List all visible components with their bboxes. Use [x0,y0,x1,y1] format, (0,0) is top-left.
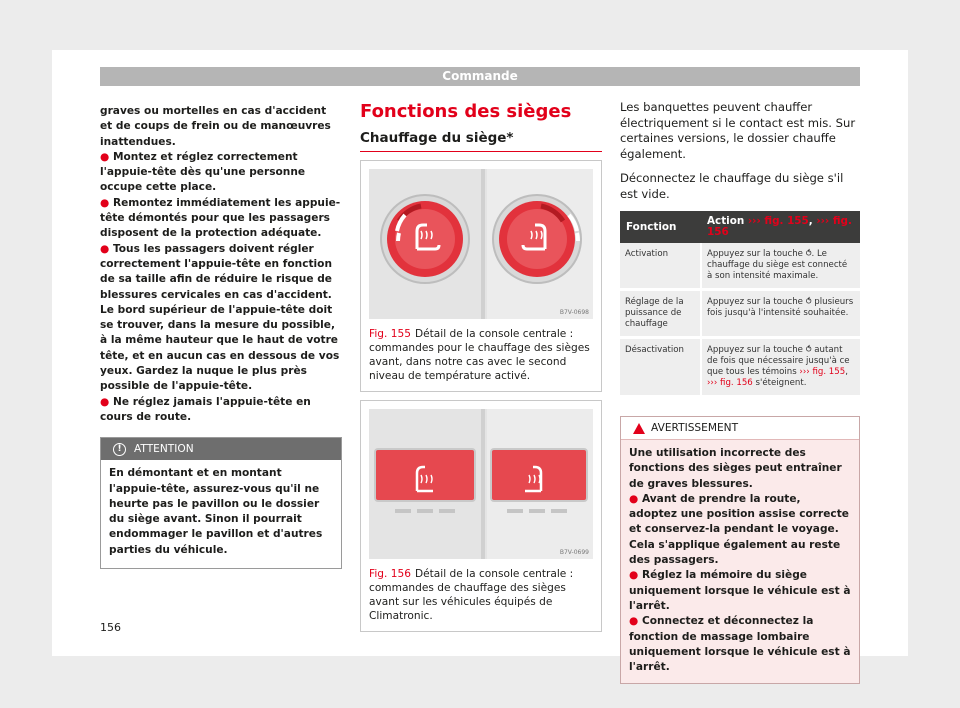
body-paragraph: Déconnectez le chauffage du siège s'il est vide. [620,171,844,201]
link-fig-155[interactable]: fig. 155 [760,215,809,227]
table-header-row [620,211,860,243]
page-number: 156 [100,621,121,634]
continuation-text: graves ou mortelles en cas d'accident et de coups de frein ou de manœuvres inattendues. [100,105,331,148]
link-fig-156[interactable]: fig. 156 [707,215,852,238]
section-title: Fonctions des sièges [360,101,572,122]
table-row [620,290,860,338]
bullet-icon: ● [629,492,639,505]
bullet-icon: ● [629,615,639,628]
attention-text: En démontant et en montant l'appuie-tête, assurez-vous qu'il ne heurte pas le pavillon ou le dossier du siège avant. Sinon il pourrait endommager le pavillon et d'autres parties du véhicule. [109,467,323,556]
left-column [100,104,342,569]
warning-header [621,417,859,440]
bullet-icon: ● [100,196,110,209]
attention-box [100,437,342,569]
cell-function: Désactivation [620,338,701,397]
list-item: ● Réglez la mémoire du siège uniquement lorsque le véhicule est à l'arrêt. [629,569,851,612]
figure-155-caption: Fig. 155 Détail de la console centrale : commandes pour le chauffage des sièges avant, dans notre cas avec le second niveau de température activé. [369,328,590,382]
table-row [620,243,860,290]
cell-action: Appuyez sur la touche ⥀ plusieurs fois jusqu'à l'intensité souhaitée. [701,290,860,338]
info-icon: ! [113,443,126,456]
warning-continuation [100,104,342,425]
cell-action: Appuyez sur la touche ⥀. Le chauffage du siège est connecté à son intensité maximale. [701,243,860,290]
warning-box [620,416,860,684]
list-item: ● Montez et réglez correctement l'appuie-tête dès qu'une personne occupe cette place. [100,150,306,194]
figure-code: B7V-0699 [559,549,589,556]
list-item: ● Avant de prendre la route, adoptez une position assise correcte et conservez-la pendant le voyage. Cela s'applique également au reste des passagers. [629,492,849,567]
link-arrow[interactable]: ››› [747,215,761,227]
table-row [620,338,860,397]
warning-title: AVERTISSEMENT [651,422,739,434]
section-subtitle: Chauffage du siège* [360,130,602,152]
list-item: ● Remontez immédiatement les appuie-tête démontés pour que les passagers disposent de la protection adéquate. [100,196,341,240]
bullet-icon: ● [100,150,110,163]
right-knob [493,195,581,283]
link-fig-156[interactable]: ››› fig. 156 [707,378,753,388]
cell-action: Appuyez sur la touche ⥀ autant de fois que nécessaire jusqu'à ce que tous les témoins ››› fig. 155, ››› fig. 156 s'éteignent. [701,338,860,397]
figure-156-caption: Fig. 156 Détail de la console centrale : commandes de chauffage des sièges avant sur les véhicules équipés de Climatronic. [369,568,574,622]
figure-156 [360,400,602,632]
figure-156-image [369,409,593,559]
warning-body [621,440,859,683]
figure-number: Fig. 156 [369,568,411,580]
function-table [620,211,860,398]
seat-heating-knobs-illustration [369,169,593,319]
bullet-icon: ● [629,569,639,582]
left-knob [381,195,469,283]
warning-triangle-icon [633,423,645,434]
figure-155-image [369,169,593,319]
attention-header [101,438,341,460]
warning-intro: Une utilisation incorrecte des fonctions des sièges peut entraîner de graves blessures. [629,447,842,490]
figure-number: Fig. 155 [369,328,411,340]
body-paragraph: Les banquettes peuvent chauffer électriquement si le contact est mis. Sur certaines versions, le dossier chauffe également. [620,100,856,161]
column-header-function: Fonction [620,211,701,243]
middle-column [360,100,602,632]
link-arrow[interactable]: ››› [816,215,830,227]
list-item: ● Ne réglez jamais l'appuie-tête en cours de route. [100,395,311,423]
list-item: ● Connectez et déconnectez la fonction de massage lombaire uniquement lorsque le véhicule est à l'arrêt. [629,615,851,674]
climatronic-buttons-illustration [369,409,593,559]
bullet-icon: ● [100,242,110,255]
bullet-icon: ● [100,395,110,408]
cell-function: Activation [620,243,701,290]
link-fig-155[interactable]: ››› fig. 155 [799,367,846,377]
column-header-action: Action ››› fig. 155, ››› fig. 156 [701,211,860,243]
figure-155 [360,160,602,392]
cell-function: Réglage de la puissance de chauffage [620,290,701,338]
page-header: Commande [100,67,860,86]
figure-code: B7V-0698 [559,309,589,316]
attention-title: ATTENTION [134,443,194,456]
list-item: ● Tous les passagers doivent régler correctement l'appuie-tête en fonction de sa taille afin de réduire le risque de blessures cervicales en cas d'accident. Le bord supérieur de l'appuie-tête doit se trouver, dans la mesure du possible, à la même hauteur que le haut de votre tête, et en aucun cas en dessous de vos yeux. Gardez la nuque le plus près possible de l'appuie-tête. [100,242,340,393]
right-column [620,100,860,684]
